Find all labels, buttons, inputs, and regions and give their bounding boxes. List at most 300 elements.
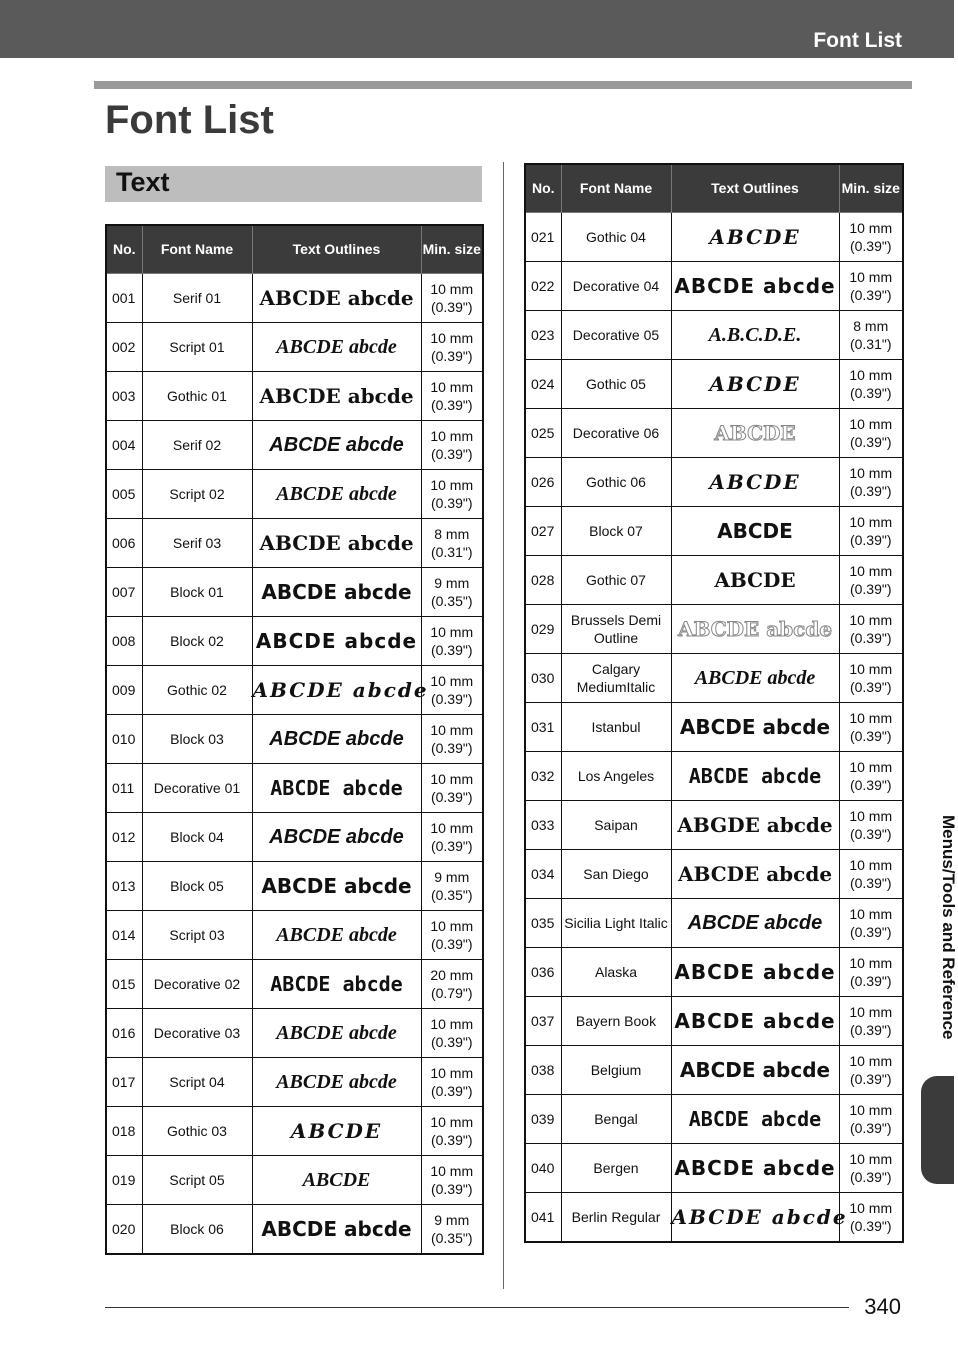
text-outline-sample: ABCDE abcde [671,604,839,653]
font-number: 020 [106,1204,142,1254]
min-size [839,849,903,898]
text-outline-sample: ABCDE [671,457,839,506]
font-number: 021 [525,212,561,261]
text-outline-sample: A.B.C.D.E. [671,310,839,359]
font-name: San Diego [561,849,671,898]
min-size-mm: 10 mm [849,268,893,285]
min-size-inch: (0.39") [849,923,892,940]
text-outline-sample: ABCDE abcde [671,996,839,1045]
min-size-inch: (0.39") [849,482,892,499]
font-name: Script 04 [142,1057,252,1106]
font-name: Serif 03 [142,518,252,567]
table-row [106,665,483,714]
section-header [105,166,482,202]
font-name: Block 06 [142,1204,252,1254]
min-size-inch: (0.39") [849,727,892,744]
min-size-inch: (0.39") [430,445,473,462]
page-number: 340 [864,1294,901,1319]
min-size-inch: (0.39") [849,1168,892,1185]
min-size [839,702,903,751]
table-row [106,518,483,567]
font-number: 008 [106,616,142,665]
text-outline-sample: ABCDE abcde [252,665,421,714]
table-row [106,616,483,665]
table-row [106,420,483,469]
font-name: Script 05 [142,1155,252,1204]
font-number: 032 [525,751,561,800]
min-size [421,616,483,665]
min-size-mm: 10 mm [430,329,474,346]
min-size-inch: (0.39") [430,396,473,413]
table-row [525,506,903,555]
min-size-inch: (0.39") [430,837,473,854]
text-outline-sample: ABCDE abcde [671,849,839,898]
min-size-mm: 10 mm [430,672,474,689]
min-size [839,408,903,457]
min-size-inch: (0.39") [849,237,892,254]
font-name: Block 05 [142,861,252,910]
min-size [421,322,483,371]
section-title: Text [116,167,170,197]
font-name: Gothic 05 [561,359,671,408]
min-size-mm: 10 mm [849,758,893,775]
font-number: 009 [106,665,142,714]
text-outline-sample: ABCDE [252,1106,421,1155]
table-row [525,702,903,751]
table-row [106,469,483,518]
min-size [421,420,483,469]
text-outline-sample: ABCDE abcde [671,1192,839,1242]
table-row [106,567,483,616]
min-size [839,359,903,408]
min-size-mm: 10 mm [430,721,474,738]
font-number: 006 [106,518,142,567]
text-outline-sample: ABCDE abcde [671,1045,839,1094]
min-size-inch: (0.39") [849,678,892,695]
font-number: 002 [106,322,142,371]
font-number: 005 [106,469,142,518]
min-size [839,1192,903,1242]
min-size-inch: (0.39") [430,739,473,756]
text-outline-sample: ABCDE abcde [252,959,421,1008]
footer-rule [105,1307,849,1308]
text-outline-sample: ABCDE abcde [671,702,839,751]
min-size-mm: 10 mm [430,917,474,934]
min-size [421,812,483,861]
header-font-name: Font Name [561,164,671,212]
font-name: Belgium [561,1045,671,1094]
table-row [106,1008,483,1057]
font-name: Block 04 [142,812,252,861]
table-row [106,1106,483,1155]
side-tab-label: Menus/Tools and Reference [939,815,958,1040]
min-size [839,506,903,555]
font-number: 036 [525,947,561,996]
text-outline-sample: ABCDE abcde [252,371,421,420]
table-row [525,457,903,506]
min-size-mm: 10 mm [430,623,474,640]
text-outline-sample: ABCDE abcde [671,261,839,310]
text-outline-sample: ABCDE abcde [671,1094,839,1143]
min-size-mm: 10 mm [849,464,893,481]
min-size-mm: 10 mm [430,378,474,395]
font-number: 033 [525,800,561,849]
min-size-mm: 10 mm [849,611,893,628]
min-size-mm: 10 mm [849,709,893,726]
min-size [839,212,903,261]
min-size-mm: 10 mm [849,1199,893,1216]
header-min-size: Min. size [421,225,483,273]
min-size-inch: (0.35") [430,1229,473,1246]
min-size [839,1094,903,1143]
font-number: 037 [525,996,561,1045]
font-number: 004 [106,420,142,469]
font-name: Brussels Demi Outline [561,604,671,653]
header-no: No. [106,225,142,273]
min-size-inch: (0.39") [430,690,473,707]
font-number: 039 [525,1094,561,1143]
min-size [421,763,483,812]
min-size [839,947,903,996]
min-size [839,555,903,604]
font-number: 011 [106,763,142,812]
min-size-mm: 20 mm [430,966,474,983]
text-outline-sample: ABCDE [671,506,839,555]
font-name: Gothic 03 [142,1106,252,1155]
min-size-mm: 10 mm [849,905,893,922]
font-number: 029 [525,604,561,653]
text-outline-sample: ABGDE abcde [671,800,839,849]
table-row [525,1045,903,1094]
table-row [525,947,903,996]
min-size-inch: (0.39") [849,580,892,597]
table-row [525,408,903,457]
min-size-mm: 10 mm [849,1003,893,1020]
table-row [525,212,903,261]
font-number: 038 [525,1045,561,1094]
font-name: Decorative 04 [561,261,671,310]
min-size-mm: 10 mm [849,562,893,579]
min-size-inch: (0.39") [849,1070,892,1087]
min-size [421,371,483,420]
min-size [421,1057,483,1106]
font-rows-left [106,273,483,1254]
min-size-inch: (0.31") [849,335,892,352]
font-number: 030 [525,653,561,702]
font-number: 022 [525,261,561,310]
text-outline-sample: ABCDE abcde [252,910,421,959]
min-size [421,1008,483,1057]
font-number: 010 [106,714,142,763]
font-name: Gothic 06 [561,457,671,506]
min-size-mm: 10 mm [430,476,474,493]
font-name: Gothic 01 [142,371,252,420]
min-size-mm: 10 mm [849,219,893,236]
text-outline-sample: ABCDE abcde [671,751,839,800]
font-name: Gothic 07 [561,555,671,604]
table-row [525,1192,903,1242]
min-size-mm: 10 mm [430,819,474,836]
header-font-name: Font Name [142,225,252,273]
font-name: Los Angeles [561,751,671,800]
text-outline-sample: ABCDE abcde [252,518,421,567]
min-size-inch: (0.39") [849,776,892,793]
font-number: 023 [525,310,561,359]
text-outline-sample: ABCDE [671,359,839,408]
min-size-inch: (0.39") [849,1021,892,1038]
font-name: Decorative 06 [561,408,671,457]
text-outline-sample: ABCDE abcde [671,653,839,702]
text-outline-sample: ABCDE abcde [671,898,839,947]
min-size-inch: (0.39") [849,433,892,450]
font-table-left [105,224,484,1255]
text-outline-sample: ABCDE abcde [252,714,421,763]
table-row [106,371,483,420]
min-size [421,910,483,959]
font-name: Block 01 [142,567,252,616]
text-outline-sample: ABCDE abcde [252,420,421,469]
font-name: Berlin Regular [561,1192,671,1242]
min-size-mm: 10 mm [430,1113,474,1130]
min-size [421,1106,483,1155]
font-number: 024 [525,359,561,408]
font-number: 026 [525,457,561,506]
table-row [525,604,903,653]
font-number: 015 [106,959,142,1008]
title-rule [94,81,912,89]
font-number: 007 [106,567,142,616]
min-size-inch: (0.39") [430,494,473,511]
table-row [525,310,903,359]
min-size [839,1045,903,1094]
min-size-mm: 10 mm [849,856,893,873]
min-size [421,469,483,518]
min-size-mm: 10 mm [430,1064,474,1081]
header-text-outlines: Text Outlines [671,164,839,212]
font-number: 019 [106,1155,142,1204]
font-name: Decorative 05 [561,310,671,359]
table-row [525,849,903,898]
min-size-inch: (0.35") [430,592,473,609]
column-divider [503,162,504,1289]
min-size [839,310,903,359]
header-text-outlines: Text Outlines [252,225,421,273]
min-size-inch: (0.39") [430,641,473,658]
page-title: Font List [105,98,274,142]
font-name: Script 01 [142,322,252,371]
font-number: 018 [106,1106,142,1155]
font-name: Serif 01 [142,273,252,322]
min-size [839,653,903,702]
min-size-mm: 10 mm [849,1101,893,1118]
running-title: Font List [813,29,902,52]
min-size-mm: 10 mm [849,415,893,432]
min-size [421,518,483,567]
min-size-inch: (0.39") [430,935,473,952]
min-size [421,959,483,1008]
header-no: No. [525,164,561,212]
font-number: 035 [525,898,561,947]
text-outline-sample: ABCDE abcde [252,273,421,322]
min-size-inch: (0.39") [430,1131,473,1148]
min-size-mm: 8 mm [853,317,889,334]
min-size [421,1155,483,1204]
table-row [106,714,483,763]
min-size-mm: 10 mm [430,1015,474,1032]
font-name: Gothic 04 [561,212,671,261]
font-number: 025 [525,408,561,457]
text-outline-sample: ABCDE abcde [252,1057,421,1106]
font-table-right [524,163,904,1243]
min-size-mm: 8 mm [434,525,470,542]
font-name: Block 02 [142,616,252,665]
font-number: 001 [106,273,142,322]
table-row [106,812,483,861]
min-size [421,665,483,714]
font-number: 003 [106,371,142,420]
font-name: Decorative 01 [142,763,252,812]
text-outline-sample: ABCDE abcde [671,1143,839,1192]
min-size [839,1143,903,1192]
min-size-inch: (0.79") [430,984,473,1001]
min-size-mm: 9 mm [434,574,470,591]
font-number: 041 [525,1192,561,1242]
font-number: 017 [106,1057,142,1106]
min-size-inch: (0.35") [430,886,473,903]
min-size-inch: (0.39") [849,874,892,891]
min-size-mm: 10 mm [849,954,893,971]
min-size [421,567,483,616]
text-outline-sample: ABCDE [671,212,839,261]
font-name: Script 02 [142,469,252,518]
table-row [525,261,903,310]
font-name: Block 07 [561,506,671,555]
text-outline-sample: ABCDE abcde [252,469,421,518]
min-size-mm: 10 mm [849,1150,893,1167]
font-number: 031 [525,702,561,751]
text-outline-sample: ABCDE [671,408,839,457]
font-name: Bayern Book [561,996,671,1045]
min-size-inch: (0.39") [849,1217,892,1234]
min-size-inch: (0.39") [430,1180,473,1197]
min-size [839,800,903,849]
table-row [106,1204,483,1254]
min-size [839,604,903,653]
font-name: Block 03 [142,714,252,763]
min-size [839,898,903,947]
font-number: 027 [525,506,561,555]
table-row [525,800,903,849]
font-number: 028 [525,555,561,604]
font-name: Script 03 [142,910,252,959]
min-size-inch: (0.39") [849,384,892,401]
table-row [106,1057,483,1106]
min-size [839,751,903,800]
table-row [106,1155,483,1204]
font-name: Bergen [561,1143,671,1192]
min-size-mm: 10 mm [430,1162,474,1179]
font-name: Serif 02 [142,420,252,469]
table-row [106,861,483,910]
min-size-inch: (0.39") [849,286,892,303]
text-outline-sample: ABCDE abcde [252,1204,421,1254]
min-size-inch: (0.39") [849,1119,892,1136]
header-min-size: Min. size [839,164,903,212]
min-size [421,861,483,910]
table-row [525,1094,903,1143]
font-name: Decorative 02 [142,959,252,1008]
min-size [421,714,483,763]
min-size [421,1204,483,1254]
text-outline-sample: ABCDE abcde [252,763,421,812]
min-size-mm: 10 mm [849,1052,893,1069]
min-size [839,457,903,506]
min-size-inch: (0.39") [849,972,892,989]
table-row [525,996,903,1045]
min-size-inch: (0.39") [430,347,473,364]
font-name: Sicilia Light Italic [561,898,671,947]
min-size-inch: (0.31") [430,543,473,560]
font-name: Gothic 02 [142,665,252,714]
min-size-mm: 10 mm [849,513,893,530]
min-size-mm: 10 mm [849,660,893,677]
table-row [106,910,483,959]
font-number: 014 [106,910,142,959]
table-row [106,959,483,1008]
text-outline-sample: ABCDE [252,1155,421,1204]
font-name: Saipan [561,800,671,849]
top-header-bar [0,0,954,58]
font-name: Decorative 03 [142,1008,252,1057]
table-row [525,359,903,408]
font-name: Calgary MediumItalic [561,653,671,702]
font-number: 013 [106,861,142,910]
min-size-mm: 10 mm [430,427,474,444]
min-size-mm: 9 mm [434,868,470,885]
min-size [421,273,483,322]
font-number: 034 [525,849,561,898]
text-outline-sample: ABCDE [671,555,839,604]
font-name: Bengal [561,1094,671,1143]
min-size-inch: (0.39") [430,298,473,315]
text-outline-sample: ABCDE abcde [671,947,839,996]
table-row [525,653,903,702]
min-size-mm: 9 mm [434,1211,470,1228]
font-number: 040 [525,1143,561,1192]
font-number: 016 [106,1008,142,1057]
min-size-mm: 10 mm [849,807,893,824]
text-outline-sample: ABCDE abcde [252,616,421,665]
table-row [106,322,483,371]
font-rows-right [525,212,903,1242]
text-outline-sample: ABCDE abcde [252,1008,421,1057]
min-size [839,996,903,1045]
text-outline-sample: ABCDE abcde [252,322,421,371]
min-size-mm: 10 mm [430,770,474,787]
min-size-inch: (0.39") [430,1082,473,1099]
table-row [525,1143,903,1192]
table-row [106,273,483,322]
min-size-inch: (0.39") [430,1033,473,1050]
min-size-mm: 10 mm [430,280,474,297]
font-name: Alaska [561,947,671,996]
table-row [106,763,483,812]
min-size-inch: (0.39") [849,531,892,548]
font-number: 012 [106,812,142,861]
min-size-inch: (0.39") [430,788,473,805]
min-size [839,261,903,310]
text-outline-sample: ABCDE abcde [252,567,421,616]
